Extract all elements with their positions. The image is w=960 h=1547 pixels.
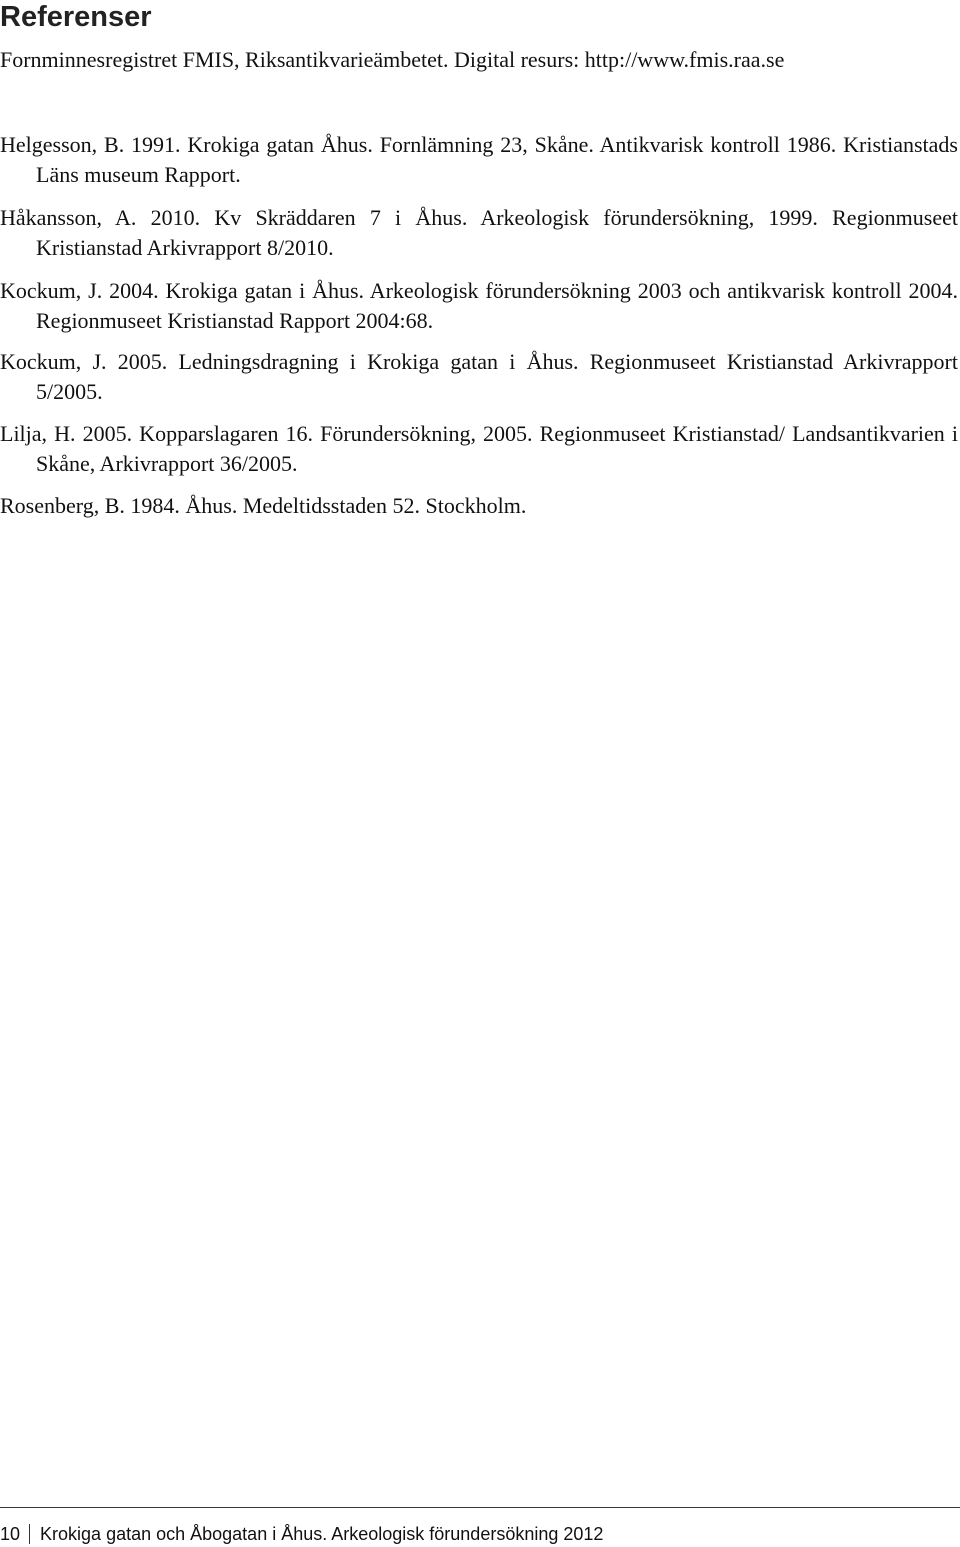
page-footer <box>0 1523 603 1545</box>
reference-entry: Håkansson, A. 2010. Kv Skräddaren 7 i Åhus. Arkeologisk förundersökning, 1999. Regionmuseet Kristianstad Arkivrapport 8/2010. <box>0 205 958 260</box>
page-number: 10 <box>0 1524 21 1544</box>
reference-entry: Rosenberg, B. 1984. Åhus. Medeltidsstaden 52. Stockholm. <box>0 493 527 518</box>
reference-entry: Helgesson, B. 1991. Krokiga gatan Åhus. Fornlämning 23, Skåne. Antikvarisk kontroll 1986. Kristianstads Läns museum Rapport. <box>0 132 958 187</box>
section-heading: Referenser <box>0 1 152 33</box>
reference-entry: Fornminnesregistret FMIS, Riksantikvarieämbetet. Digital resurs: http://www.fmis.raa.se <box>0 47 785 72</box>
reference-entry: Kockum, J. 2004. Krokiga gatan i Åhus. Arkeologisk förundersökning 2003 och antikvarisk kontroll 2004. Regionmuseet Kristianstad Rapport 2004:68. <box>0 278 958 333</box>
footer-title: Krokiga gatan och Åbogatan i Åhus. Arkeologisk förundersökning 2012 <box>40 1524 604 1544</box>
reference-entry: Lilja, H. 2005. Kopparslagaren 16. Förundersökning, 2005. Regionmuseet Kristianstad/ Landsantikvarien i Skåne, Arkivrapport 36/2005. <box>0 421 958 476</box>
footer-divider <box>0 1507 960 1508</box>
reference-entry: Kockum, J. 2005. Ledningsdragning i Krokiga gatan i Åhus. Regionmuseet Kristianstad Arkivrapport 5/2005. <box>0 349 958 404</box>
footer-separator <box>29 1524 30 1544</box>
